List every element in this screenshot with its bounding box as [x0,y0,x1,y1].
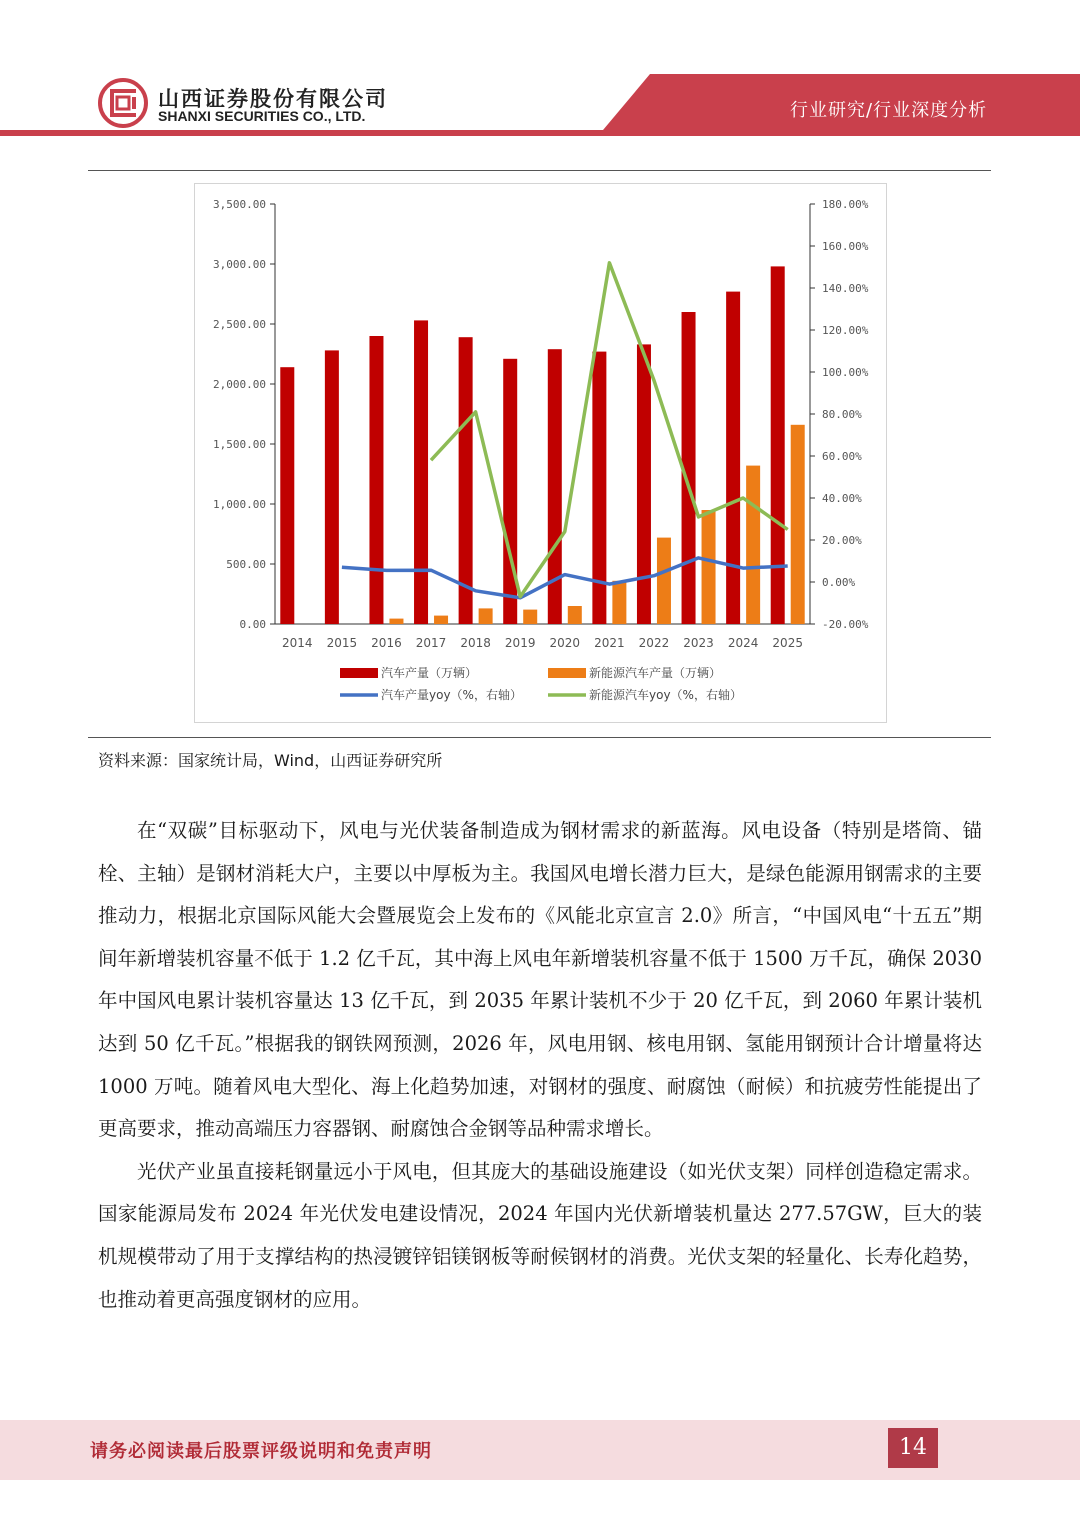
right-tick-label: 120.00% [822,324,869,337]
bar-auto-production [771,266,785,624]
bar-nev-production [702,510,716,624]
company-name-en: SHANXI SECURITIES CO., LTD. [158,108,366,124]
bar-auto-production [280,367,294,624]
left-tick-label: 2,000.00 [213,378,266,391]
bar-nev-production [479,608,493,624]
x-tick-label: 2014 [282,636,313,650]
bar-auto-production [459,337,473,624]
right-tick-label: 140.00% [822,282,869,295]
left-tick-label: 3,000.00 [213,258,266,271]
x-tick-label: 2015 [326,636,358,650]
bar-nev-production [434,616,448,624]
legend-label: 新能源汽车yoy（%，右轴） [589,688,742,702]
company-logo-icon [98,78,148,128]
paragraph-solar: 光伏产业虽直接耗钢量远小于风电，但其庞大的基础设施建设（如光伏支架）同样创造稳定需求。国家能源局发布 2024 年光伏发电建设情况，2024 年国内光伏新增装机量达 277.57GW，巨大的装机规模带动了用于支撑结构的热浸镀锌铝镁钢板等耐候钢材的消费。光伏支架的轻量化、长寿化趋势，也推动着更高强度钢材的应用。 [98,1159,982,1311]
bar-nev-production [389,619,403,624]
bar-auto-production [414,320,428,624]
left-tick-label: 3,500.00 [213,198,266,211]
left-tick-label: 1,500.00 [213,438,266,451]
right-tick-label: 180.00% [822,198,869,211]
source-note: 资料来源：国家统计局，Wind，山西证券研究所 [98,751,443,770]
x-tick-label: 2025 [772,636,803,650]
report-type-label: 行业研究/行业深度分析 [790,100,988,121]
x-tick-label: 2021 [594,636,625,650]
x-tick-label: 2024 [727,636,759,650]
bar-nev-production [568,606,582,624]
right-tick-label: 60.00% [822,450,862,463]
body-text [98,810,982,1321]
right-tick-label: 20.00% [822,534,862,547]
bar-nev-production [746,466,760,624]
bar-nev-production [612,581,626,624]
legend-swatch [548,668,586,678]
right-tick-label: 160.00% [822,240,869,253]
disclaimer-link[interactable]: 请务必阅读最后股票评级说明和免责声明 [90,1441,432,1462]
bar-auto-production [369,336,383,624]
line-auto-yoy [342,558,788,598]
production-chart [195,184,888,724]
right-tick-label: 40.00% [822,492,862,505]
page-number: 14 [888,1428,938,1468]
x-tick-label: 2019 [504,636,536,650]
right-tick-label: 100.00% [822,366,869,379]
bar-auto-production [726,292,740,624]
right-tick-label: 80.00% [822,408,862,421]
page-footer [0,1420,1080,1480]
x-tick-label: 2016 [371,636,402,650]
paragraph-wind: 在“双碳”目标驱动下，风电与光伏装备制造成为钢材需求的新蓝海。风电设备（特别是塔筒、锚栓、主轴）是钢材消耗大户，主要以中厚板为主。我国风电增长潜力巨大，是绿色能源用钢需求的主要推动力，根据北京国际风能大会暨展览会上发布的《风能北京宣言 2.0》所言，“中国风电“十五五”期间年新增装机容量不低于 1.2 亿千瓦，其中海上风电年新增装机容量不低于 1500 万千瓦，确保 2030 年中国风电累计装机容量达 13 亿千瓦，到 2035 年累计装机不少于 20 亿千瓦，到 2060 年累计装机达到 50 亿千瓦。”根据我的钢铁网预测，2026 年，风电用钢、核电用钢、氢能用钢预计合计增量将达 1000 万吨。随着风电大型化、海上化趋势加速，对钢材的强度、耐腐蚀（耐候）和抗疲劳性能提出了更高要求，推动高端压力容器钢、耐腐蚀合金钢等品种需求增长。 [98,819,982,1141]
legend-swatch [340,668,378,678]
left-tick-label: 0.00 [239,618,266,631]
bar-auto-production [637,344,651,624]
x-tick-label: 2022 [638,636,670,650]
top-divider [88,170,991,171]
bar-auto-production [325,350,339,624]
legend-label: 新能源汽车产量（万辆） [589,666,722,680]
bar-nev-production [791,425,805,624]
left-tick-label: 500.00 [226,558,266,571]
legend-label: 汽车产量yoy（%，右轴） [381,688,522,702]
page-header [0,0,1080,150]
x-tick-label: 2020 [549,636,581,650]
chart-container [194,183,887,723]
x-tick-label: 2018 [460,636,491,650]
chart-bottom-divider [88,737,991,738]
bar-auto-production [503,359,517,624]
left-tick-label: 2,500.00 [213,318,266,331]
company-name-cn: 山西证券股份有限公司 [158,87,388,111]
x-tick-label: 2017 [415,636,447,650]
bar-nev-production [657,538,671,624]
right-tick-label: -20.00% [822,618,869,631]
right-tick-label: 0.00% [822,576,856,589]
x-tick-label: 2023 [683,636,714,650]
bar-nev-production [523,610,537,624]
legend-label: 汽车产量（万辆） [381,666,478,680]
left-tick-label: 1,000.00 [213,498,266,511]
